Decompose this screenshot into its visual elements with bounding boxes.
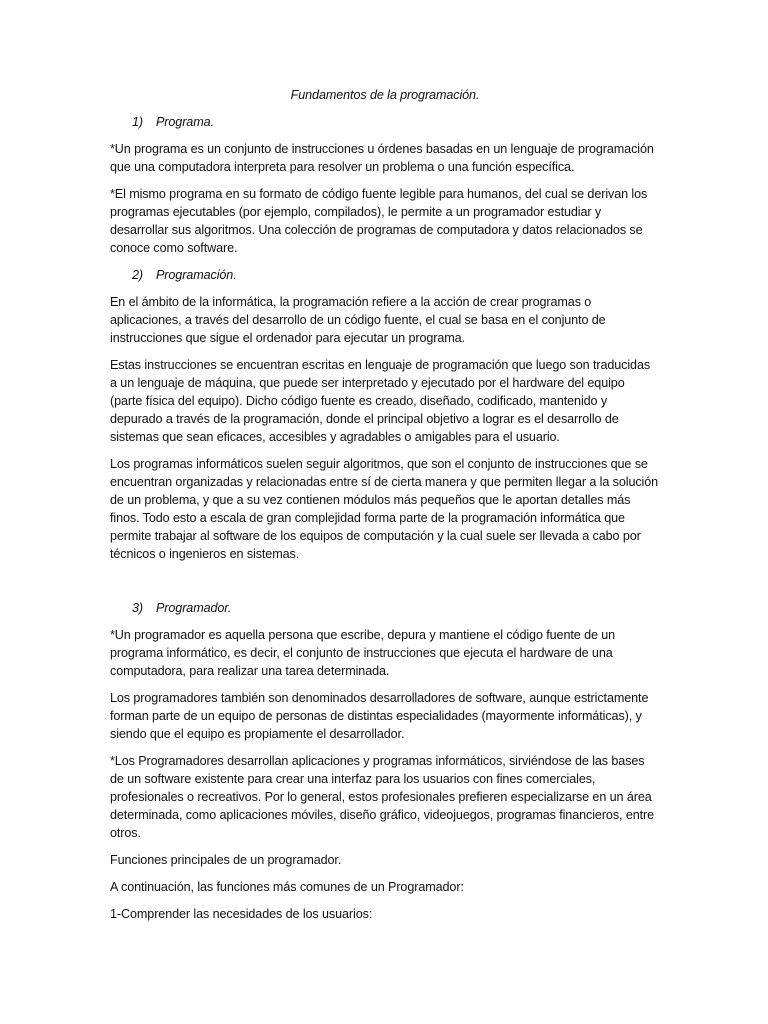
- section-title: Programador.: [156, 601, 232, 615]
- paragraph: *Los Programadores desarrollan aplicaciones y programas informáticos, sirviéndose de las bases de un software existente para crear una interfaz para los usuarios con fines comerciales, profesionales o recreativos. Por lo general, estos profesionales prefieren especializarse en un área determinada, como aplicaciones móviles, diseño gráfico, videojuegos, programas financieros, entre otros.: [110, 754, 655, 840]
- paragraph: Los programadores también son denominados desarrolladores de software, aunque estrictamente forman parte de un equipo de personas de distintas especialidades (mayormente informáticas), y siendo que el equipo es propiamente el desarrollador.: [110, 691, 649, 741]
- paragraph: Estas instrucciones se encuentran escritas en lenguaje de programación que luego son traducidas a un lenguaje de máquina, que puede ser interpretado y ejecutado por el hardware del equipo (parte física del equipo). Dicho código fuente es creado, diseñado, codificado, mantenido y depurado a través de la programación, donde el principal objetivo a lograr es el desarrollo de sistemas que sean eficaces, accesibles y agradables o amigables para el usuario.: [110, 358, 651, 444]
- paragraph: A continuación, las funciones más comunes de un Programador:: [110, 880, 464, 894]
- section-heading-programador: [110, 599, 660, 617]
- section-title: Programación.: [156, 268, 237, 282]
- document-title: Fundamentos de la programación.: [290, 88, 480, 102]
- paragraph: *Un programador es aquella persona que escribe, depura y mantiene el código fuente de un programa informático, es decir, el conjunto de instrucciones que ejecuta el hardware de una computadora, para realizar una tarea determinada.: [110, 628, 616, 678]
- document-body: [110, 86, 660, 932]
- paragraph: 1-Comprender las necesidades de los usuarios:: [110, 907, 373, 921]
- paragraph: *Un programa es un conjunto de instrucciones u órdenes basadas en un lenguaje de programación que una computadora interpreta para resolver un problema o una función específica.: [110, 142, 654, 174]
- section-number: 1): [132, 115, 143, 129]
- paragraph: En el ámbito de la informática, la programación refiere a la acción de crear programas o aplicaciones, a través del desarrollo de un código fuente, el cual se basa en el conjunto de instrucciones que sigue el ordenador para ejecutar un programa.: [110, 295, 606, 345]
- paragraph: Los programas informáticos suelen seguir algoritmos, que son el conjunto de instrucciones que se encuentran organizadas y relacionadas entre sí de cierta manera y que permiten llegar a la solución de un problema, y que a su vez contienen módulos más pequeños que le aportan detalles más finos. Todo esto a escala de gran complejidad forma parte de la programación informática que permite trabajar al software de los equipos de computación y la cual suele ser llevada a cabo por técnicos o ingenieros en sistemas.: [110, 457, 659, 561]
- paragraph: *El mismo programa en su formato de código fuente legible para humanos, del cual se derivan los programas ejecutables (por ejemplo, compilados), le permite a un programador estudiar y desarrollar sus algoritmos. Una colección de programas de computadora y datos relacionados se conoce como software.: [110, 187, 648, 255]
- section-title: Programa.: [156, 115, 214, 129]
- section-heading-programacion: [110, 266, 660, 284]
- spacer: [110, 572, 660, 599]
- paragraph: Funciones principales de un programador.: [110, 853, 342, 867]
- section-heading-programa: [110, 113, 660, 131]
- section-number: 2): [132, 268, 143, 282]
- section-number: 3): [132, 601, 143, 615]
